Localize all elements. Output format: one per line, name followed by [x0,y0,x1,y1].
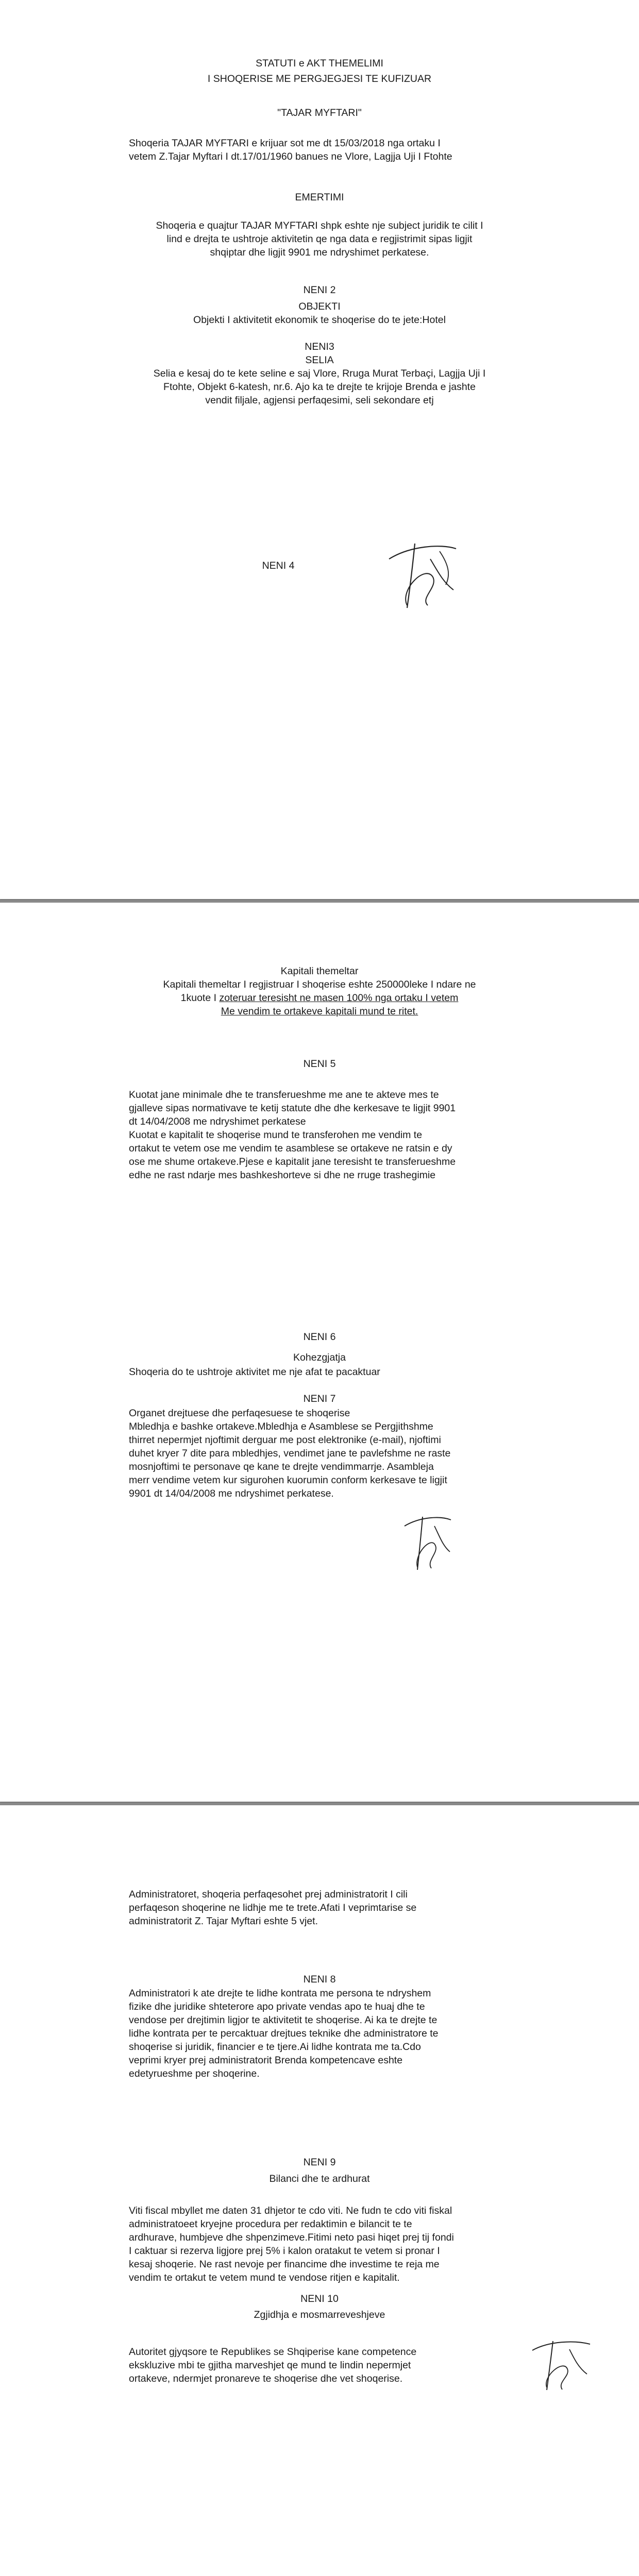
paragraph-line: Selia e kesaj do te kete seline e saj Vlore, Rruga Murat Terbaçi, Lagjja Uji I [153,368,486,379]
paragraph-line: edhe ne rast ndarje mes bashkeshorteve si dhe ne rruge trashegimie [129,1170,436,1181]
paragraph-line: Administratori k ate drejte te lidhe kontrata me persona te ndryshem [129,1988,431,1999]
paragraph-line: ose me shume ortakeve.Pjese e kapitalit jane teresisht te transferueshme [129,1156,456,1167]
article-number-10: NENI 10 [300,2293,339,2304]
document-page-2 [0,903,639,1802]
paragraph-line: administratoeet kryejne procedura per redaktimin e bilancit te te [129,2218,412,2230]
emertimi-paragraph [129,219,510,259]
neni8-paragraph [129,1987,510,2080]
paragraph-line [129,991,510,1005]
paragraph-line: Organet drejtuese dhe perfaqesuese te shoqerise [129,1408,350,1419]
paragraph-line: fizike dhe juridike shteterore apo private vendas apo te huaj dhe te [129,2001,425,2012]
paragraph-line: Kuotat e kapitalit te shoqerise mund te transferohen me vendim te [129,1129,423,1141]
objekti-text: Objekti I aktivitetit ekonomik te shoqerise do te jete:Hotel [193,314,446,326]
paragraph-line: Viti fiscal mbyllet me daten 31 dhjetor te cdo viti. Ne fudn te cdo viti fiskal [129,2205,452,2216]
intro-line: vetem Z.Tajar Myftari I dt.17/01/1960 banues ne Vlore, Lagjja Uji I Ftohte [129,151,452,162]
section-heading-kapitali: Kapitali themeltar [280,965,359,977]
paragraph-line: ortakeve, ndermjet pronareve te shoqerise dhe vet shoqerise. [129,2373,403,2384]
paragraph-line: Kapitali themeltar I regjistruar I shoqerise eshte 250000leke I ndare ne [163,979,476,990]
document-page-1 [0,0,639,899]
document-page-3 [0,1805,639,2576]
paragraph-line: duhet kryer 7 dite para mbledhjes, vendimet jane te pavlefshme ne raste [129,1448,451,1459]
article-number-3: NENI3 [305,341,334,352]
article-number-8: NENI 8 [303,1974,336,1985]
paragraph-line: merr vendime vetem kur sigurohen kuorumin conform kerkesave te ligjit [129,1475,447,1486]
paragraph-line: kesaj shoqerie. Ne rast nevoje per financime dhe investime te reja me [129,2259,440,2270]
underlined-line: Me vendim te ortakeve kapitali mund te ritet. [221,1006,418,1017]
paragraph-line: gjalleve sipas normativave te ketij statute dhe dhe kerkesave te ligjit 9901 [129,1103,456,1114]
section-heading-kohezgjatja: Kohezgjatja [293,1352,346,1363]
paragraph-line: thirret nepermjet njoftimit derguar me post elektronike (e-mail), njoftimi [129,1434,441,1446]
paragraph-line: Kuotat jane minimale dhe te transferueshme me ane te akteve mes te [129,1089,439,1100]
neni10-paragraph [129,2345,510,2385]
administratori-paragraph [129,1888,510,1928]
paragraph-line: ardhurave, humbjeve dhe shpenzimeve.Fitimi neto pasi hiqet prej tij fondi [129,2232,454,2243]
paragraph-line: shqiptar dhe ligjit 9901 me ndryshimet perkatese. [210,247,429,258]
signature-mark [379,528,464,613]
neni9-paragraph [129,2204,510,2284]
paragraph-line: perfaqeson shoqerine ne lidhje me te trete.Afati I veprimtarise se [129,1902,417,1913]
paragraph-line: lind e drejta te ushtroje aktivitetin qe nga data e regjistrimit sipas ligjit [166,233,473,245]
paragraph-line: Shoqeria e quajtur TAJAR MYFTARI shpk eshte nje subject juridik te cilit I [156,220,483,231]
paragraph-line: ortakut te vetem ose me vendim te asamblese se ortakeve ne ratsin e dy [129,1143,452,1154]
paragraph-line: mosnjoftimi te personave qe kane te drejte vendimmarrje. Asambleja [129,1461,434,1472]
paragraph-line: lidhe kontrata per te percaktuar drejtues teknike dhe administratore te [129,2028,439,2039]
paragraph-line: ekskluzive mbi te gjitha marveshjet qe mund te lindin nepermjet [129,2360,411,2371]
paragraph-line: Administratoret, shoqeria perfaqesohet prej administratorit I cili [129,1889,408,1900]
intro-line: Shoqeria TAJAR MYFTARI e krijuar sot me dt 15/03/2018 nga ortaku I [129,138,441,149]
article-number-9: NENI 9 [303,2157,336,2168]
section-heading-selia: SELIA [305,354,334,366]
paragraph-line: vendose per drejtimin ligjor te aktivitetit te shoqerise. Ai ka te drejte te [129,2014,438,2026]
paragraph-line: Autoritet gjyqsore te Republikes se Shqiperise kane competence [129,2346,417,2358]
paragraph-line: vendit filjale, agjensi perfaqesimi, seli sekondare etj [205,395,434,406]
paragraph-line: veprimi kryer prej administratorit Brenda kompetencave eshte [129,2055,403,2066]
paragraph-line: edetyrueshme per shoqerine. [129,2068,260,2079]
section-heading-zgjidhja: Zgjidhja e mosmarreveshjeve [254,2309,385,2320]
article-number-2: NENI 2 [303,284,336,296]
kohezgjatja-text: Shoqeria do te ushtroje aktivitet me nje afat te pacaktuar [129,1366,380,1378]
paragraph-line: vendim te ortakut te vetem mund te vendose ritjen e kapitalit. [129,2272,400,2283]
company-name: "TAJAR MYFTARI" [277,107,362,118]
underlined-text: zoteruar teresisht ne masen 100% nga ortaku I vetem [219,992,459,1004]
neni5-paragraph [129,1088,510,1182]
paragraph-line: dt 14/04/2008 me ndryshimet perkatese [129,1116,306,1127]
paragraph-line: shoqerise si juridik, financier e te tjere.Ai lidhe kontrata me ta.Cdo [129,2041,421,2053]
section-heading-objekti: OBJEKTI [298,301,341,312]
article-number-4: NENI 4 [262,560,295,571]
document-subtitle: I SHOQERISE ME PERGJEGJESI TE KUFIZUAR [207,73,432,84]
intro-paragraph [129,137,510,163]
paragraph-text: 1kuote I [180,992,220,1004]
paragraph-line: Mbledhja e bashke ortakeve.Mbledhja e Asamblese se Pergjithshme [129,1421,433,1432]
paragraph-line: Ftohte, Objekt 6-katesh, nr.6. Ajo ka te drejte te krijoje Brenda e jashte [163,381,476,393]
kapitali-paragraph [129,978,510,1018]
section-heading-emertimi: EMERTIMI [295,192,344,203]
paragraph-line: 9901 dt 14/04/2008 me ndryshimet perkatese. [129,1488,334,1499]
document-title: STATUTI e AKT THEMELIMI [256,58,383,69]
signature-mark [528,2331,595,2393]
paragraph-line: I caktuar si rezerva ligjore prej 5% i kalon oratakut te vetem si pronar I [129,2245,440,2257]
article-number-7: NENI 7 [303,1393,336,1404]
section-heading-bilanci: Bilanci dhe te ardhurat [269,2173,370,2184]
signature-mark [399,1505,456,1572]
article-number-5: NENI 5 [303,1058,336,1070]
article-number-6: NENI 6 [303,1331,336,1343]
neni7-paragraph [129,1406,510,1500]
paragraph-line: administratorit Z. Tajar Myftari eshte 5 vjet. [129,1916,318,1927]
selia-paragraph [129,367,510,407]
